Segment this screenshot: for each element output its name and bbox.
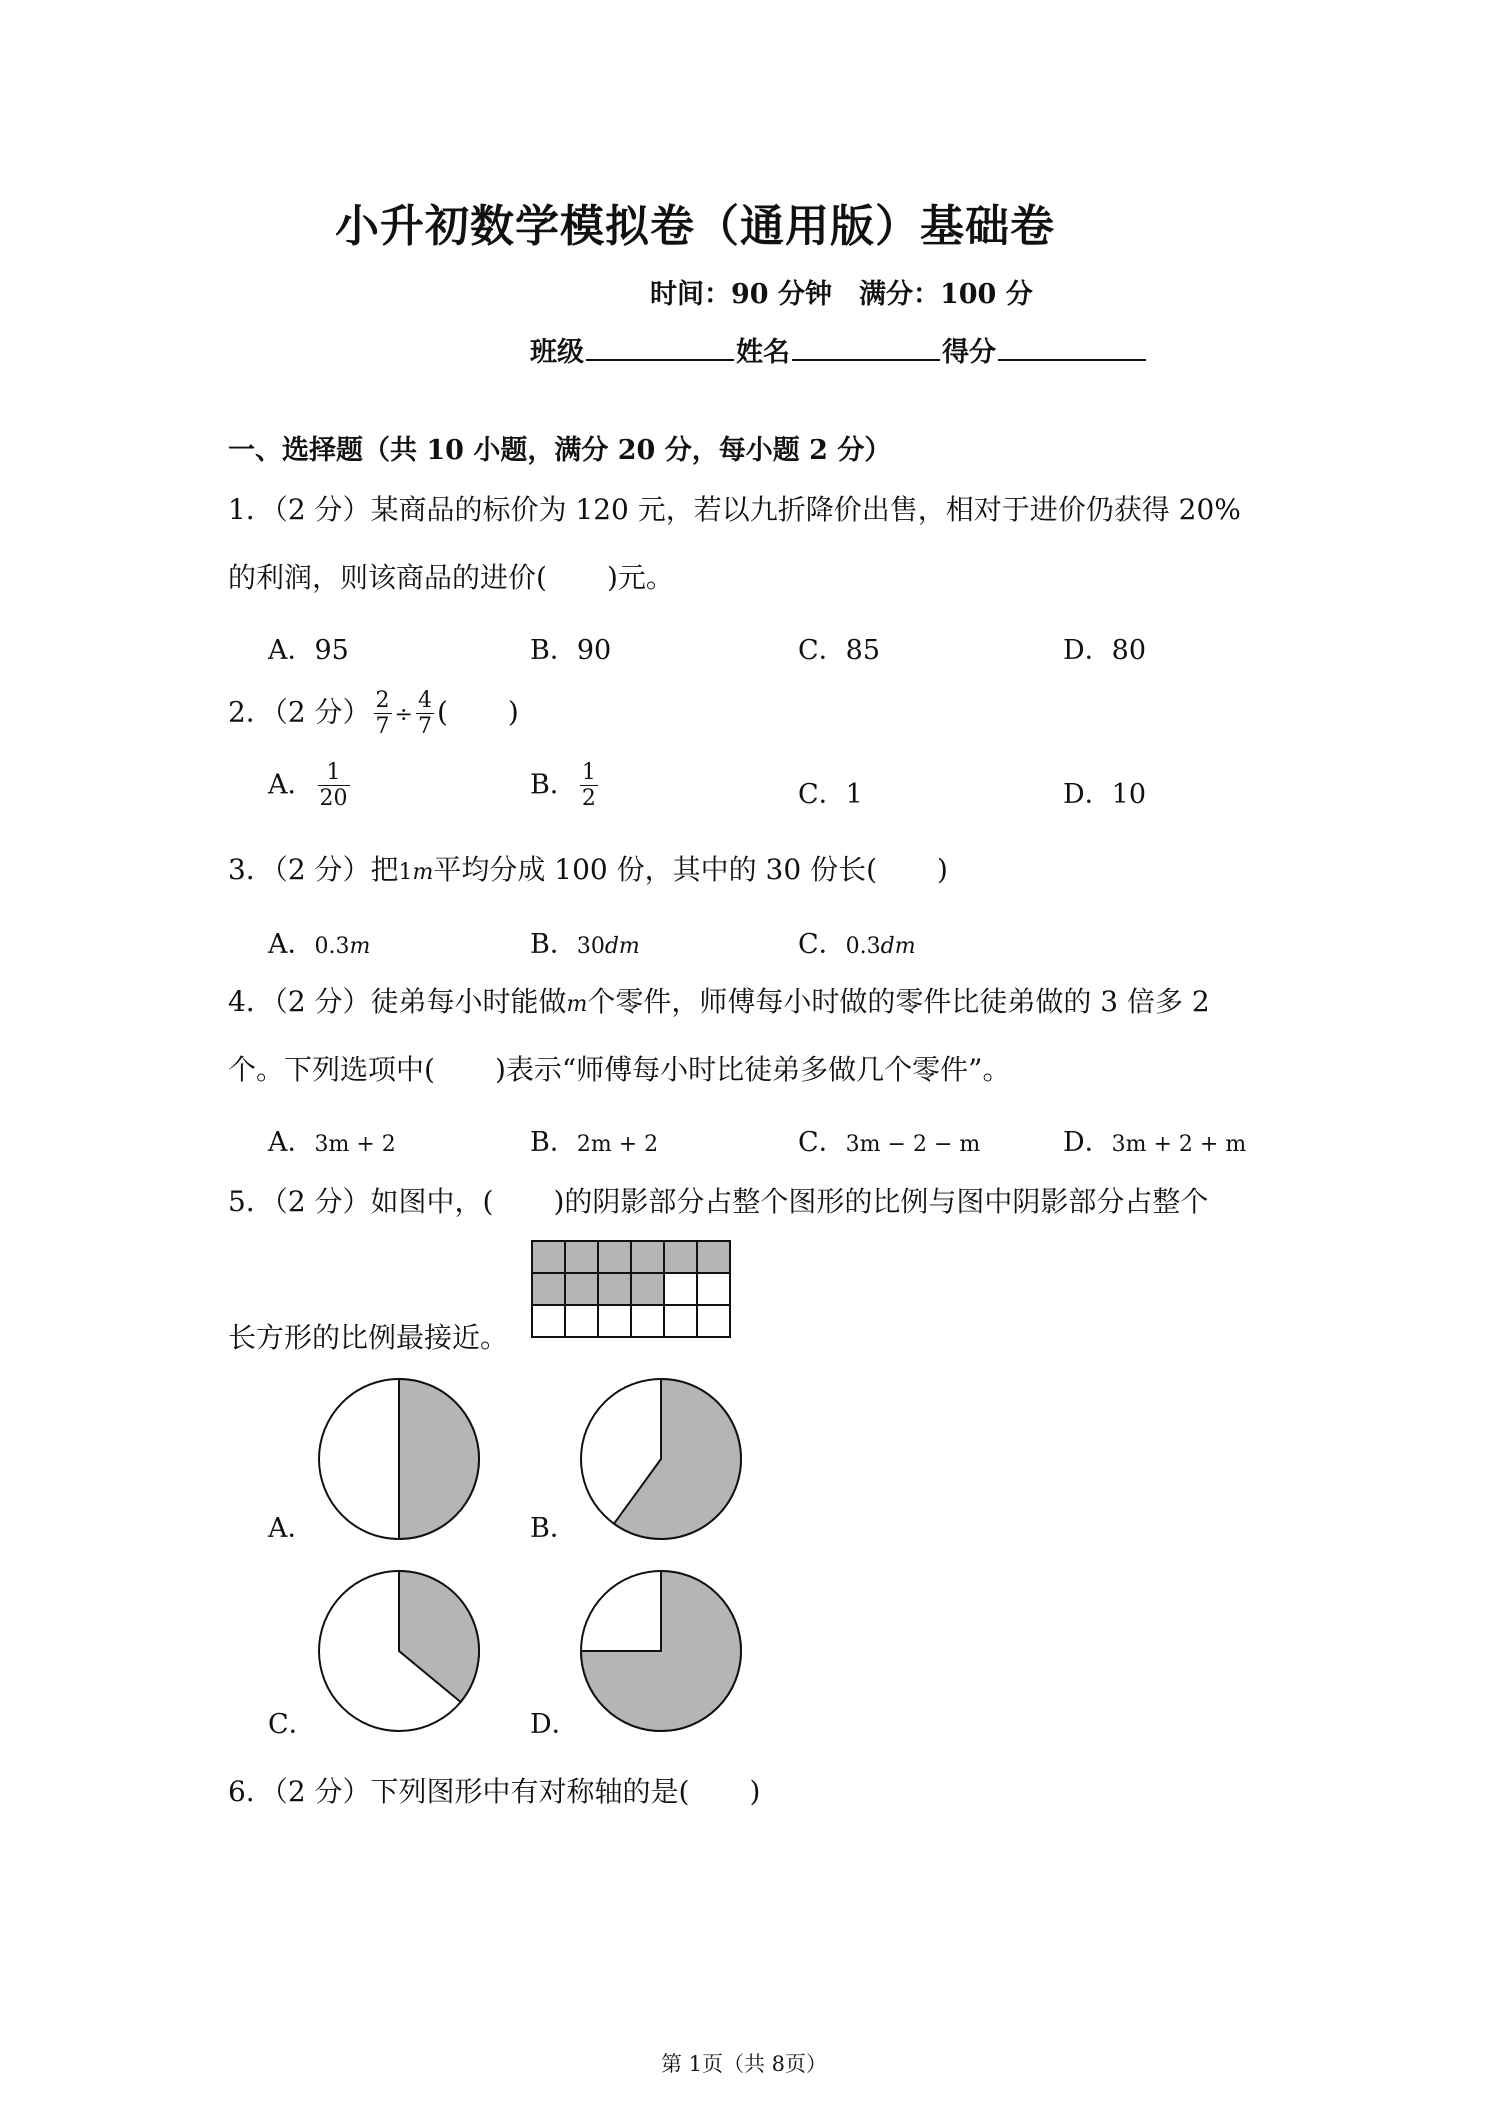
q4-option-b-label: B． xyxy=(530,1127,577,1158)
paper-title: 小升初数学模拟卷（通用版）基础卷 xyxy=(335,201,1055,252)
grid-cell-shaded xyxy=(697,1241,730,1273)
q2-option-b-denominator: 2 xyxy=(581,786,596,812)
q6-stem xyxy=(228,1770,760,1810)
q2-option-a-fraction xyxy=(318,760,350,812)
q3-text-b: 平均分成 100 份，其中的 30 份长( xyxy=(433,853,878,886)
q5-line2: 长方形的比例最接近。 xyxy=(228,1321,509,1354)
q2-option-a-label: A． xyxy=(268,769,315,801)
q3-option-b-label: B． xyxy=(530,929,577,960)
q2-fraction-2 xyxy=(416,688,434,740)
grid-cell-shaded xyxy=(631,1273,664,1305)
q2-stem xyxy=(228,688,519,740)
q3-option-c-number: 0.3 xyxy=(845,934,881,959)
name-blank[interactable] xyxy=(792,335,940,361)
q5-line1-a: 5．（2 分）如图中，( xyxy=(228,1185,494,1218)
q6-text-b: ) xyxy=(749,1775,761,1808)
q5-option-d-label[interactable]: D． xyxy=(530,1709,579,1740)
grid-cell xyxy=(565,1305,598,1337)
q5-pie-a[interactable] xyxy=(314,1374,484,1544)
q1-option-c[interactable]: C．85 xyxy=(798,635,881,666)
q5-option-a-label[interactable]: A． xyxy=(268,1513,315,1544)
q3-option-a-number: 0.3 xyxy=(314,934,350,959)
q4-option-c-label: C． xyxy=(798,1127,846,1158)
q3-option-c-unit: dm xyxy=(880,934,916,959)
q5-grid-figure xyxy=(528,1238,736,1340)
score-label: 得分 xyxy=(942,337,996,368)
grid-cell xyxy=(697,1305,730,1337)
q3-option-a[interactable] xyxy=(268,922,370,961)
grid-cell-shaded xyxy=(664,1241,697,1273)
pie-shaded-sector xyxy=(399,1379,479,1539)
grid-cell-shaded xyxy=(532,1241,565,1273)
class-label: 班级 xyxy=(530,337,584,368)
grid-cell-shaded xyxy=(565,1273,598,1305)
q6-text-a: 6．（2 分）下列图形中有对称轴的是( xyxy=(228,1775,690,1808)
q4-line2 xyxy=(228,1048,1011,1088)
q1-line2 xyxy=(228,556,674,596)
q4-option-d[interactable] xyxy=(1063,1120,1246,1159)
q2-option-a[interactable] xyxy=(268,760,353,812)
q4-line1 xyxy=(228,980,1210,1020)
q2-operator: ÷ xyxy=(394,702,413,728)
page-footer: 第 1页（共 8页） xyxy=(660,2052,828,2076)
grid-cell-shaded xyxy=(598,1273,631,1305)
q3-length-number: 1 xyxy=(398,860,413,885)
q3-stem xyxy=(228,848,948,888)
q4-option-a-label: A． xyxy=(268,1127,315,1158)
q2-frac1-numerator: 2 xyxy=(375,688,390,713)
q5-line1 xyxy=(228,1180,1208,1220)
class-blank[interactable] xyxy=(586,335,734,361)
q4-option-c-expr: 3m − 2 − m xyxy=(845,1132,981,1157)
q1-line2-a: 的利润，则该商品的进价( xyxy=(228,561,547,594)
q2-option-b-numerator: 1 xyxy=(581,760,596,785)
q3-length-unit: m xyxy=(412,860,434,885)
q2-option-b-label: B． xyxy=(530,769,577,801)
grid-cell-shaded xyxy=(598,1241,631,1273)
name-label: 姓名 xyxy=(736,337,790,368)
grid-cell xyxy=(664,1305,697,1337)
q4-option-d-expr: 3m + 2 + m xyxy=(1111,1132,1247,1157)
grid-cell-shaded xyxy=(631,1241,664,1273)
q1-option-a[interactable]: A．95 xyxy=(268,635,349,666)
q3-text-c: ) xyxy=(937,853,948,886)
grid-cell xyxy=(598,1305,631,1337)
q5-pie-c[interactable] xyxy=(314,1566,484,1736)
q2-paren-open: ( xyxy=(436,695,448,729)
q2-option-c[interactable]: C．1 xyxy=(798,779,863,810)
q1-line1: 1．（2 分）某商品的标价为 120 元，若以九折降价出售，相对于进价仍获得 20% xyxy=(228,493,1241,526)
q2-option-a-numerator: 1 xyxy=(318,760,350,786)
grid-cell xyxy=(532,1305,565,1337)
q4-option-b-expr: 2m + 2 xyxy=(576,1132,659,1157)
q1-line2-b: )元。 xyxy=(606,561,674,594)
q5-option-c-label[interactable]: C． xyxy=(268,1709,316,1740)
q3-option-c[interactable] xyxy=(798,922,916,961)
q3-option-b-number: 30 xyxy=(576,934,605,959)
q2-option-a-denominator: 20 xyxy=(319,786,348,812)
q4-option-a[interactable] xyxy=(268,1120,396,1159)
q2-frac2-numerator: 4 xyxy=(417,688,432,713)
exam-info: 时间：90 分钟 满分：100 分 xyxy=(650,279,1033,310)
q4-variable: m xyxy=(566,992,588,1017)
q2-frac2-denominator: 7 xyxy=(417,714,432,740)
q3-option-a-unit: m xyxy=(349,934,371,959)
q4-line2-a: 个。下列选项中( xyxy=(228,1053,435,1086)
grid-cell-shaded xyxy=(565,1241,598,1273)
q3-option-c-label: C． xyxy=(798,929,846,960)
q5-pie-d[interactable] xyxy=(576,1566,746,1736)
score-blank[interactable] xyxy=(998,335,1146,361)
q2-option-d[interactable]: D．10 xyxy=(1063,779,1147,810)
q3-option-b-unit: dm xyxy=(604,934,640,959)
q4-option-a-expr: 3m + 2 xyxy=(314,1132,396,1157)
grid-cell-shaded xyxy=(532,1273,565,1305)
q5-pie-b[interactable] xyxy=(576,1374,746,1544)
student-fields xyxy=(530,330,1148,369)
q4-line1-a: 4．（2 分）徒弟每小时能做 xyxy=(228,985,567,1018)
q4-option-d-label: D． xyxy=(1063,1127,1112,1158)
q2-prefix: 2．（2 分） xyxy=(228,695,371,729)
q3-option-a-label: A． xyxy=(268,929,315,960)
q5-option-b-label[interactable]: B． xyxy=(530,1513,577,1544)
q4-option-c[interactable] xyxy=(798,1120,980,1159)
q3-text-a: 3．（2 分）把 xyxy=(228,853,399,886)
q3-option-b[interactable] xyxy=(530,922,640,961)
q4-line1-b: 个零件，师傅每小时做的零件比徒弟做的 3 倍多 2 xyxy=(587,985,1210,1018)
grid-cell xyxy=(631,1305,664,1337)
q2-frac1-denominator: 7 xyxy=(375,714,390,740)
grid-cell xyxy=(697,1273,730,1305)
section-1-title: 一、选择题（共 10 小题，满分 20 分，每小题 2 分） xyxy=(228,435,892,466)
q5-line1-b: )的阴影部分占整个图形的比例与图中阴影部分占整个 xyxy=(553,1185,1209,1218)
q4-option-b[interactable] xyxy=(530,1120,658,1159)
grid-cell xyxy=(664,1273,697,1305)
q4-line2-b: )表示“师傅每小时比徒弟多做几个零件”。 xyxy=(494,1053,1011,1086)
q2-paren-close: ) xyxy=(507,695,519,729)
q2-option-b[interactable] xyxy=(530,760,601,812)
q2-fraction-1 xyxy=(374,688,392,740)
q1-option-b[interactable]: B．90 xyxy=(530,635,612,666)
q1-option-d[interactable]: D．80 xyxy=(1063,635,1147,666)
q2-option-b-fraction xyxy=(580,760,598,812)
